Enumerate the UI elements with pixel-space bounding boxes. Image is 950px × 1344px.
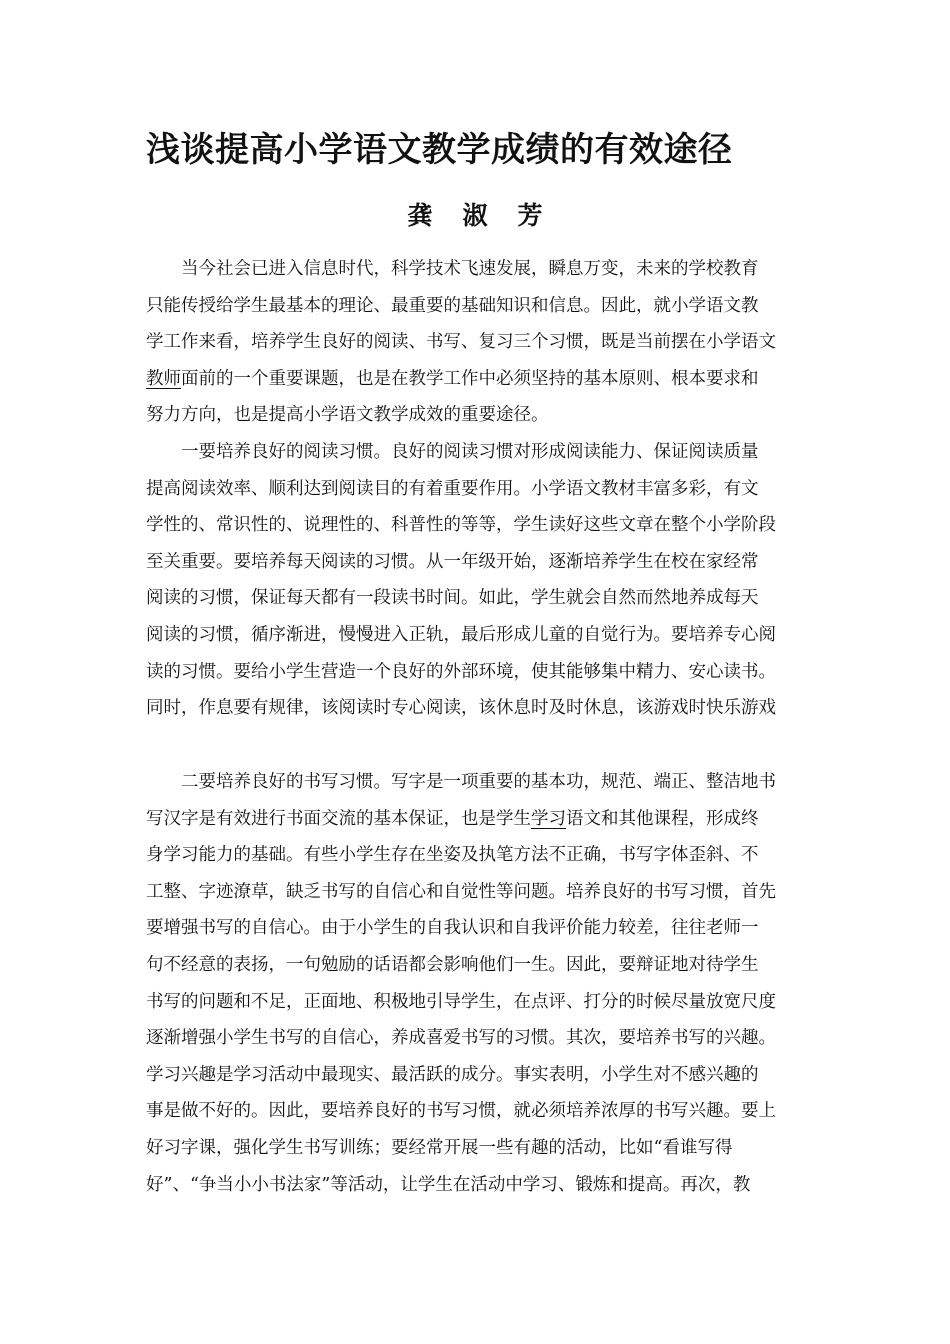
text-segment: 写汉字是有效进行书面交流的基本保证，也是学生 (146, 808, 531, 829)
text-line: 一要培养良好的阅读习惯。良好的阅读习惯对形成阅读能力、保证阅读质量 (181, 442, 759, 462)
text-line: 同时，作息要有规律，该阅读时专心阅读，该休息时及时休息，该游戏时快乐游戏 (146, 698, 776, 719)
text-line: 书写的问题和不足，正面地、积极地引导学生，在点评、打分的时候尽量放宽尺度 (146, 991, 776, 1012)
paragraph-intro (146, 251, 826, 434)
text-line: 二要培养良好的书写习惯。写字是一项重要的基本功，规范、端正、整洁地书 (181, 772, 776, 792)
text-line: 学习兴趣是学习活动中最现实、最活跃的成分。事实表明，小学生对不感兴趣的 (146, 1064, 759, 1085)
teacher-link[interactable]: 教师 (146, 368, 181, 389)
author-char: 芳 (517, 201, 543, 230)
text-line: 逐渐增强小学生书写的自信心，养成喜爱书写的习惯。其次，要培养书写的兴趣。 (146, 1028, 776, 1049)
text-segment: 面前的一个重要课题，也是在教学工作中必须坚持的基本原则、根本要求和 (181, 368, 759, 389)
study-link[interactable]: 学习 (531, 808, 566, 829)
text-line: 学性的、常识性的、说理性的、科普性的等等，学生读好这些文章在整个小学阶段 (146, 515, 776, 536)
text-line: 好”、“争当小小书法家”等活动，让学生在活动中学习、锻炼和提高。再次，教 (146, 1174, 751, 1195)
text-line: 努力方向，也是提高小学语文教学成效的重要途径。 (146, 405, 549, 426)
text-line: 事是做不好的。因此，要培养良好的书写习惯，就必须培养浓厚的书写兴趣。要上 (146, 1101, 776, 1122)
author-char: 淑 (462, 201, 488, 230)
paragraph-writing-habits (146, 764, 826, 1203)
text-line: 好习字课，强化学生书写训练；要经常开展一些有趣的活动，比如“看谁写得 (146, 1137, 733, 1158)
text-line: 学工作来看，培养学生良好的阅读、书写、复习三个习惯，既是当前摆在小学语文 (146, 332, 776, 353)
author-name (0, 196, 950, 236)
text-segment: 语文和其他课程，形成终 (566, 808, 759, 829)
text-line (146, 801, 826, 838)
text-line: 身学习能力的基础。有些小学生存在坐姿及执笔方法不正确，书写字体歪斜、不 (146, 845, 759, 866)
text-line: 只能传授给学生最基本的理论、最重要的基础知识和信息。因此，就小学语文教 (146, 295, 759, 316)
author-char: 龚 (407, 201, 433, 230)
text-line: 工整、字迹潦草，缺乏书写的自信心和自觉性等问题。培养良好的书写习惯，首先 (146, 881, 776, 902)
paragraph-reading-habits (146, 434, 826, 727)
text-line: 当今社会已进入信息时代，科学技术飞速发展，瞬息万变，未来的学校教育 (181, 259, 759, 279)
text-line: 要增强书写的自信心。由于小学生的自我认识和自我评价能力较差，往往老师一 (146, 918, 759, 939)
text-line: 阅读的习惯，循序渐进，慢慢进入正轨，最后形成儿童的自觉行为。要培养专心阅 (146, 624, 776, 645)
text-line: 提高阅读效率、顺利达到阅读目的有着重要作用。小学语文教材丰富多彩，有文 (146, 478, 759, 499)
text-line: 至关重要。要培养每天阅读的习惯。从一年级开始，逐渐培养学生在校在家经常 (146, 551, 759, 572)
text-line: 阅读的习惯，保证每天都有一段读书时间。如此，学生就会自然而然地养成每天 (146, 588, 759, 609)
document-title: 浅谈提高小学语文教学成绩的有效途径 (146, 130, 733, 170)
text-line (146, 361, 826, 398)
text-line: 句不经意的表扬，一句勉励的话语都会影响他们一生。因此，要辩证地对待学生 (146, 954, 759, 975)
text-line: 读的习惯。要给小学生营造一个良好的外部环境，使其能够集中精力、安心读书。 (146, 661, 776, 682)
